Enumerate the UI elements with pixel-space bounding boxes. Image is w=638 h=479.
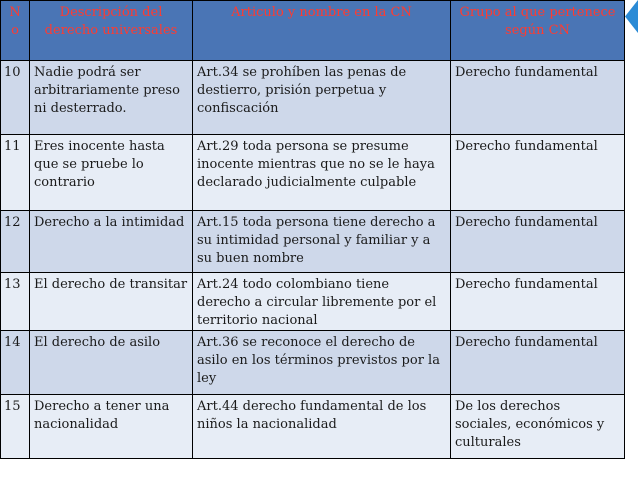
table-row <box>1 211 625 273</box>
table-header <box>1 1 625 61</box>
row-article: Art.24 todo colombiano tiene derecho a circular libremente por el territorio nacional <box>193 273 451 331</box>
row-number: 12 <box>1 211 30 273</box>
header-article: Articulo y nombre en la CN <box>193 1 451 61</box>
table-row <box>1 273 625 331</box>
row-description: El derecho de transitar <box>30 273 193 331</box>
table-header-row <box>1 1 625 61</box>
row-number: 13 <box>1 273 30 331</box>
row-number: 10 <box>1 61 30 135</box>
table-row <box>1 331 625 395</box>
table-row <box>1 395 625 459</box>
table-row <box>1 135 625 211</box>
row-description: Eres inocente hasta que se pruebe lo contrario <box>30 135 193 211</box>
row-article: Art.36 se reconoce el derecho de asilo en los términos previstos por la ley <box>193 331 451 395</box>
row-number: 11 <box>1 135 30 211</box>
corner-triangle-icon <box>625 0 638 33</box>
header-description: Descripción del derecho universales <box>30 1 193 61</box>
row-number: 15 <box>1 395 30 459</box>
row-article: Art.34 se prohíben las penas de destierro, prisión perpetua y confiscación <box>193 61 451 135</box>
header-group: Grupo al que pertenece según CN <box>451 1 625 61</box>
right-margin <box>625 0 638 479</box>
row-article: Art.44 derecho fundamental de los niños la nacionalidad <box>193 395 451 459</box>
row-description: El derecho de asilo <box>30 331 193 395</box>
row-article: Art.15 toda persona tiene derecho a su intimidad personal y familiar y a su buen nombre <box>193 211 451 273</box>
table-row <box>1 61 625 135</box>
table-body <box>1 61 625 459</box>
row-group: De los derechos sociales, económicos y culturales <box>451 395 625 459</box>
row-description: Derecho a tener una nacionalidad <box>30 395 193 459</box>
row-group: Derecho fundamental <box>451 273 625 331</box>
row-group: Derecho fundamental <box>451 211 625 273</box>
row-group: Derecho fundamental <box>451 61 625 135</box>
row-number: 14 <box>1 331 30 395</box>
row-group: Derecho fundamental <box>451 331 625 395</box>
row-group: Derecho fundamental <box>451 135 625 211</box>
row-article: Art.29 toda persona se presume inocente mientras que no se le haya declarado judicialmente culpable <box>193 135 451 211</box>
row-description: Derecho a la intimidad <box>30 211 193 273</box>
header-number: N o <box>1 1 30 61</box>
row-description: Nadie podrá ser arbitrariamente preso ni desterrado. <box>30 61 193 135</box>
corner-triangle-shape <box>625 0 638 33</box>
